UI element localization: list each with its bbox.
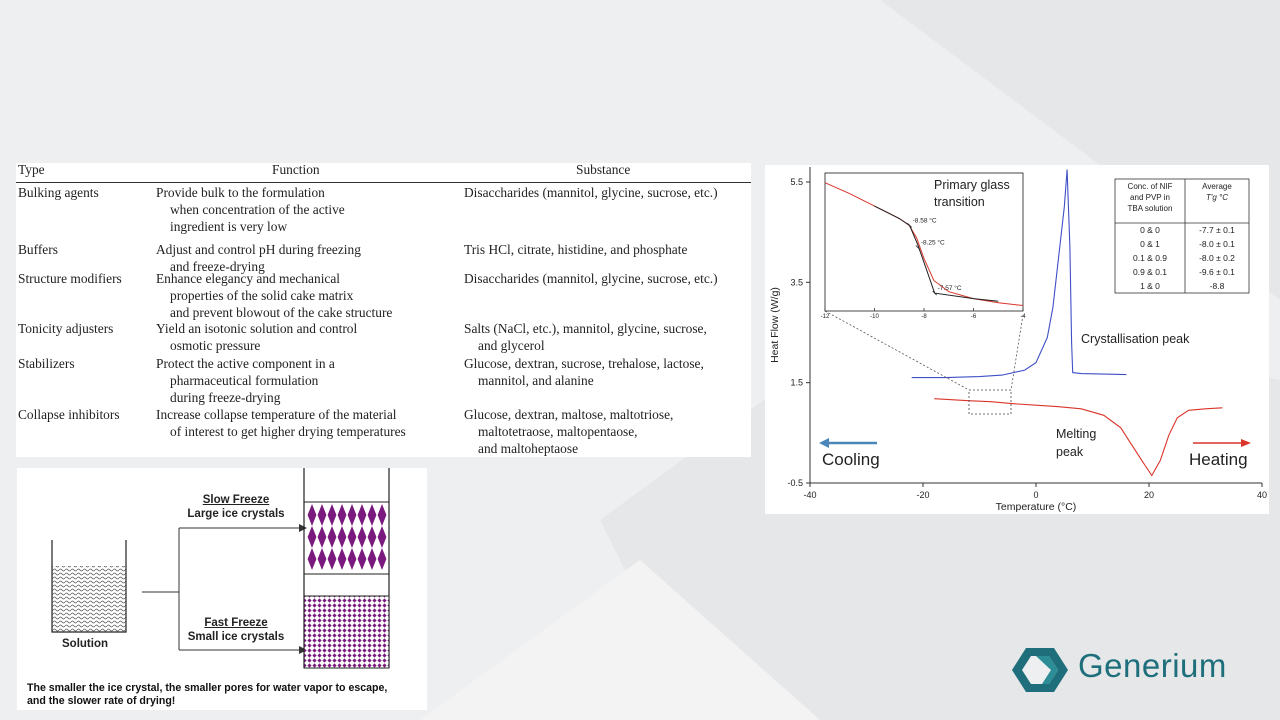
cell-line: and prevent blowout of the cake structure (170, 305, 393, 320)
cell-substance (464, 184, 751, 201)
cell-line: Glucose, dextran, sucrose, trehalose, lactose, (464, 356, 704, 371)
cell-line: of interest to get higher drying temperatures (170, 424, 406, 439)
cell-function (156, 320, 466, 354)
cell-line: Glucose, dextran, maltose, maltotriose, (464, 407, 674, 422)
cell-type: Structure modifiers (18, 271, 122, 286)
x-tick-label: 0 (1033, 490, 1039, 500)
tg-cell-conc: 0 & 0 (1140, 225, 1160, 235)
cell-function (156, 184, 466, 235)
ice-crystal (318, 504, 327, 526)
ice-crystal (318, 526, 327, 548)
tg-header-avg: Average T'g °C (1202, 182, 1232, 202)
large-ice-crystals (308, 504, 387, 570)
inset-x-tick-label: -12 (820, 314, 830, 320)
y-tick-label: 1.5 (790, 377, 803, 388)
y-tick-label: 5.5 (790, 177, 803, 187)
crystallisation-label: Crystallisation peak (1081, 332, 1190, 346)
caption-line-1: The smaller the ice crystal, the smaller pores for water vapor to escape, (27, 682, 388, 694)
small-ice-crystals (304, 596, 389, 668)
cell-function (156, 406, 466, 440)
freeze-tube (304, 468, 389, 668)
y-axis-label: Heat Flow (W/g) (769, 287, 781, 363)
inset-annotation-label: -8.58 °C (912, 217, 937, 225)
tg-cell-avg: -8.0 ± 0.2 (1199, 253, 1235, 263)
cell-type: Stabilizers (18, 356, 75, 371)
y-tick-label: 3.5 (790, 277, 803, 288)
tg-cell-avg: -8.0 ± 0.1 (1199, 239, 1235, 249)
ice-crystal (328, 504, 337, 526)
heating-arrow (1193, 439, 1251, 447)
slow-freeze-sub: Large ice crystals (187, 508, 285, 520)
tg-cell-avg: -8.8 (1209, 281, 1225, 291)
inset-x-tick-label: -6 (970, 314, 977, 320)
fast-freeze-label (177, 616, 295, 644)
tg-cell-conc: 0.1 & 0.9 (1132, 253, 1168, 263)
cell-substance (464, 320, 751, 354)
tg-cell-conc: 1 & 0 (1140, 281, 1160, 291)
cell-line: Adjust and control pH during freezing (156, 242, 361, 257)
cell-line: Yield an isotonic solution and control (156, 321, 358, 336)
ice-crystal (358, 526, 367, 548)
cell-line: during freeze-drying (170, 390, 281, 405)
cell-line: Provide bulk to the formulation (156, 185, 325, 200)
ice-crystal (368, 504, 377, 526)
cell-line: Enhance elegancy and mechanical (156, 271, 341, 286)
ice-crystal (318, 548, 327, 570)
slow-freeze-title: Slow Freeze (202, 494, 270, 506)
cell-line: and glycerol (478, 338, 545, 353)
cell-function (156, 270, 466, 321)
heating-label: Heating (1189, 450, 1248, 469)
inset-title-line1: Primary glass (934, 178, 1010, 192)
inset-x-tick-label: -4 (1020, 314, 1026, 320)
cell-type: Bulking agents (18, 185, 99, 200)
ice-crystal (368, 548, 377, 570)
inset-title-line2: transition (934, 195, 985, 209)
x-tick-label: -20 (916, 490, 930, 500)
fast-freeze-title: Fast Freeze (204, 617, 268, 629)
solution-beaker (52, 540, 126, 632)
inset-annotation-label: -8.25 °C (920, 239, 945, 247)
ice-crystal (308, 504, 317, 526)
tg-cell-avg: -9.6 ± 0.1 (1199, 267, 1235, 277)
cooling-label: Cooling (822, 450, 880, 469)
ice-crystal (358, 504, 367, 526)
cell-substance (464, 355, 751, 389)
fast-freeze-sub: Small ice crystals (187, 631, 285, 643)
freeze-diagram (17, 468, 427, 710)
cell-substance (464, 270, 751, 287)
x-axis-label: Temperature (°C) (995, 501, 1077, 513)
slow-freeze-label (177, 493, 295, 521)
tg-table (1115, 179, 1249, 293)
caption-line-2: and the slower rate of drying! (27, 695, 176, 707)
cell-function (156, 355, 466, 406)
ice-crystal (348, 548, 357, 570)
inset-plot (821, 173, 1027, 320)
x-tick-label: -40 (803, 490, 817, 500)
melting-label-line2: peak (1056, 445, 1084, 459)
cell-type: Collapse inhibitors (18, 407, 120, 422)
cell-line: Tris HCl, citrate, histidine, and phosphate (464, 242, 688, 257)
cell-line: and maltoheptaose (478, 441, 579, 456)
dsc-chart-svg (765, 165, 1269, 514)
cell-line: Protect the active component in a (156, 356, 335, 371)
ice-crystal (308, 526, 317, 548)
tg-cell-conc: 0.9 & 0.1 (1132, 267, 1168, 277)
cell-line: Disaccharides (mannitol, glycine, sucrose, etc.) (464, 271, 718, 286)
cell-line: pharmaceutical formulation (170, 373, 319, 388)
ice-crystal (338, 548, 347, 570)
tg-cell-avg: -7.7 ± 0.1 (1199, 225, 1235, 235)
cell-substance (464, 406, 751, 457)
cooling-arrow (819, 438, 877, 448)
ice-crystal (328, 548, 337, 570)
inset-x-tick-label: -10 (870, 314, 879, 320)
x-tick-label: 20 (1143, 490, 1155, 500)
ice-crystal (368, 526, 377, 548)
ice-crystal (338, 526, 347, 548)
ice-crystal (378, 548, 387, 570)
tg-cell-conc: 0 & 1 (1140, 239, 1160, 249)
solution-label: Solution (62, 638, 108, 650)
generium-hexagon-icon (1012, 644, 1072, 696)
ice-crystal (308, 548, 317, 570)
header-type: Type (18, 163, 45, 177)
ice-crystal (378, 526, 387, 548)
inset-annotation-label: -7.57 °C (937, 285, 962, 293)
header-function: Function (272, 163, 320, 177)
inset-x-tick-label: -8 (921, 314, 927, 320)
header-substance: Substance (576, 163, 631, 177)
y-tick-label: -0.5 (787, 478, 803, 488)
cell-line: when concentration of the active (170, 202, 345, 217)
tg-header-conc: Conc. of NIF and PVP in TBA solution (1127, 182, 1173, 213)
cell-line: osmotic pressure (170, 338, 261, 353)
cell-substance (464, 241, 751, 258)
ice-crystal (338, 504, 347, 526)
dsc-chart (765, 165, 1269, 514)
cell-line: Disaccharides (mannitol, glycine, sucrose, etc.) (464, 185, 718, 200)
cell-line: properties of the solid cake matrix (170, 288, 354, 303)
cell-line: and freeze-drying (170, 259, 265, 274)
ice-crystal (348, 526, 357, 548)
x-tick-label: 40 (1256, 490, 1268, 500)
cell-type: Tonicity adjusters (18, 321, 114, 336)
cell-line: mannitol, and alanine (478, 373, 594, 388)
generium-logo (1012, 644, 1242, 696)
ice-crystal (358, 548, 367, 570)
ice-crystal (348, 504, 357, 526)
cell-type: Buffers (18, 242, 58, 257)
table-header-row (16, 163, 751, 183)
cell-line: Increase collapse temperature of the material (156, 407, 397, 422)
ice-crystal (378, 504, 387, 526)
cell-line: Salts (NaCl, etc.), mannitol, glycine, sucrose, (464, 321, 707, 336)
melting-label-line1: Melting (1056, 427, 1097, 441)
cell-line: ingredient is very low (170, 219, 288, 234)
freeze-caption (27, 682, 427, 708)
cell-line: maltotetraose, maltopentaose, (478, 424, 638, 439)
ice-crystal (328, 526, 337, 548)
excipient-table (16, 163, 751, 457)
generium-logo-text: Generium (1078, 647, 1227, 684)
